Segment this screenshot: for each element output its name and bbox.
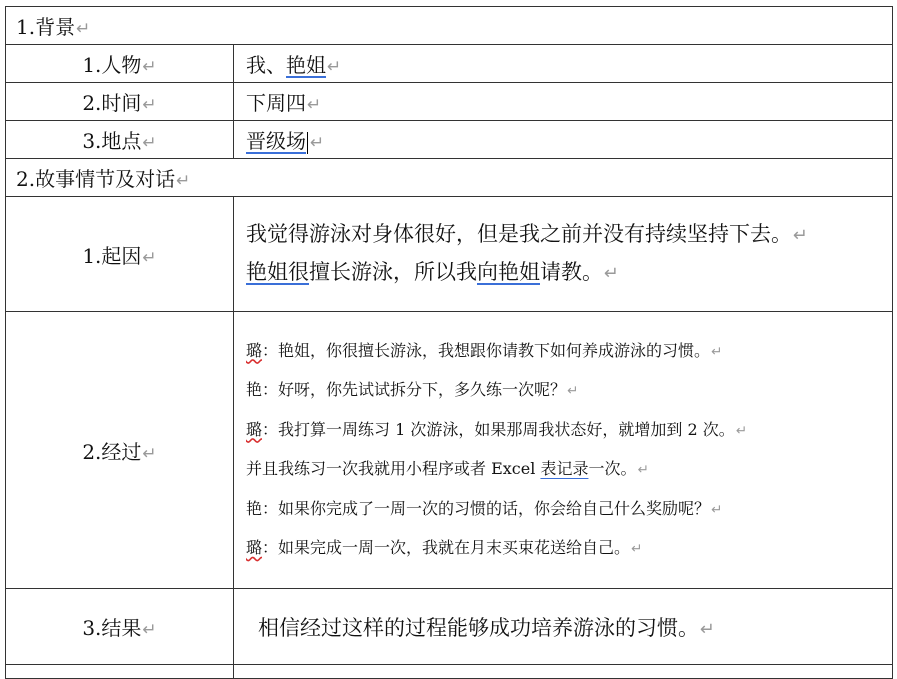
paragraph-mark-icon: ↵ — [176, 171, 191, 191]
process-label: 2.经过 — [82, 439, 142, 464]
dialogue-text: ：艳姐，你很擅长游泳，我想跟你请教下如何养成游泳的习惯。 — [262, 340, 711, 360]
paragraph-mark-icon: ↵ — [567, 383, 579, 399]
paragraph-mark-icon: ↵ — [142, 133, 157, 153]
paragraph-mark-icon: ↵ — [711, 343, 723, 360]
dialogue-text: 一次。 — [588, 459, 637, 478]
empty-cell[interactable] — [6, 665, 234, 679]
dialogue-line — [246, 490, 892, 530]
paragraph-mark-icon: ↵ — [604, 263, 619, 284]
speaker-name: 璐 — [246, 538, 263, 557]
paragraph-mark-icon: ↵ — [327, 57, 342, 77]
paragraph-mark-icon: ↵ — [142, 443, 157, 464]
time-label: 2.时间 — [82, 91, 142, 115]
dialogue-text: ：如果完成一周一次，我就在月末买束花送给自己。 — [262, 538, 631, 557]
cause-text-underlined: 向艳姐 — [477, 260, 540, 284]
place-value: 晋级场 — [246, 129, 306, 153]
paragraph-mark-icon: ↵ — [711, 501, 723, 518]
dialogue-line — [246, 371, 892, 411]
person-label-cell[interactable] — [6, 45, 234, 83]
paragraph-mark-icon: ↵ — [793, 225, 808, 246]
table-row — [6, 589, 893, 665]
person-value-cell[interactable] — [234, 45, 893, 83]
empty-cell[interactable] — [234, 665, 893, 679]
time-value-cell[interactable] — [234, 83, 893, 121]
speaker-name: 璐 — [246, 340, 263, 360]
speaker-name: 璐 — [246, 419, 263, 439]
cause-label-cell[interactable] — [6, 197, 234, 312]
paragraph-mark-icon: ↵ — [142, 95, 157, 115]
result-text: 相信经过这样的过程能够成功培养游泳的习惯。 — [258, 615, 699, 640]
text-cursor — [307, 132, 308, 154]
dialogue-text: ：我打算一周练习 1 次游泳，如果那周我状态好，就增加到 2 次。 — [262, 419, 735, 439]
person-label: 1.人物 — [82, 53, 142, 77]
dialogue-text-underlined: 表记录 — [540, 459, 589, 478]
background-heading: 1.背景 — [16, 15, 76, 39]
dialogue-line — [246, 450, 892, 490]
paragraph-mark-icon: ↵ — [700, 618, 715, 640]
table-row — [6, 197, 893, 312]
cause-text: 擅长游泳，所以我 — [309, 260, 477, 284]
table-row — [6, 83, 893, 121]
person-value-part: 我、 — [246, 53, 286, 77]
dialogue-line — [246, 411, 892, 451]
dialogue-line — [246, 529, 892, 569]
cause-text: 我觉得游泳对身体很好，但是我之前并没有持续坚持下去。 — [246, 222, 792, 246]
dialogue-text: ：如果你完成了一周一次的习惯的话，你会给自己什么奖励呢？ — [262, 498, 711, 518]
paragraph-mark-icon: ↵ — [142, 57, 157, 77]
cause-label: 1.起因 — [82, 243, 142, 268]
dialogue-text: ：好呀，你先试试拆分下，多久练一次呢？ — [262, 380, 567, 399]
person-value-underlined: 艳姐 — [286, 53, 326, 77]
cause-text-underlined: 艳姐很 — [246, 260, 309, 284]
place-value-cell[interactable] — [234, 121, 893, 159]
table-row — [6, 312, 893, 589]
cause-text: 请教。 — [540, 260, 603, 284]
table-row — [6, 45, 893, 83]
place-label: 3.地点 — [82, 129, 142, 153]
cause-line-2 — [246, 254, 892, 292]
paragraph-mark-icon: ↵ — [631, 541, 643, 557]
place-label-cell[interactable] — [6, 121, 234, 159]
dialogue-text: 并且我练习一次我就用小程序或者 Excel — [246, 459, 541, 478]
paragraph-mark-icon: ↵ — [142, 247, 157, 268]
cause-line-1 — [246, 216, 892, 254]
paragraph-mark-icon: ↵ — [142, 620, 157, 640]
result-label-cell[interactable] — [6, 589, 234, 665]
story-table — [5, 6, 893, 679]
background-heading-cell[interactable] — [6, 7, 893, 45]
table-row — [6, 121, 893, 159]
dialogue-line — [246, 332, 892, 372]
paragraph-mark-icon: ↵ — [307, 95, 322, 115]
paragraph-mark-icon: ↵ — [310, 133, 325, 153]
paragraph-mark-icon: ↵ — [735, 422, 748, 439]
table-row-partial — [6, 665, 893, 679]
time-label-cell[interactable] — [6, 83, 234, 121]
story-heading-cell[interactable] — [6, 159, 893, 197]
time-value: 下周四 — [246, 91, 306, 115]
cause-text-cell[interactable] — [234, 197, 893, 312]
speaker-name: 艳 — [246, 498, 263, 518]
result-label: 3.结果 — [82, 616, 142, 640]
speaker-name: 艳 — [246, 380, 263, 399]
process-dialogue-cell[interactable] — [234, 312, 893, 589]
paragraph-mark-icon: ↵ — [76, 19, 91, 39]
paragraph-mark-icon: ↵ — [637, 462, 649, 478]
background-heading-row — [6, 7, 893, 45]
story-heading: 2.故事情节及对话 — [16, 167, 176, 191]
story-heading-row — [6, 159, 893, 197]
process-label-cell[interactable] — [6, 312, 234, 589]
result-text-cell[interactable] — [234, 589, 893, 665]
